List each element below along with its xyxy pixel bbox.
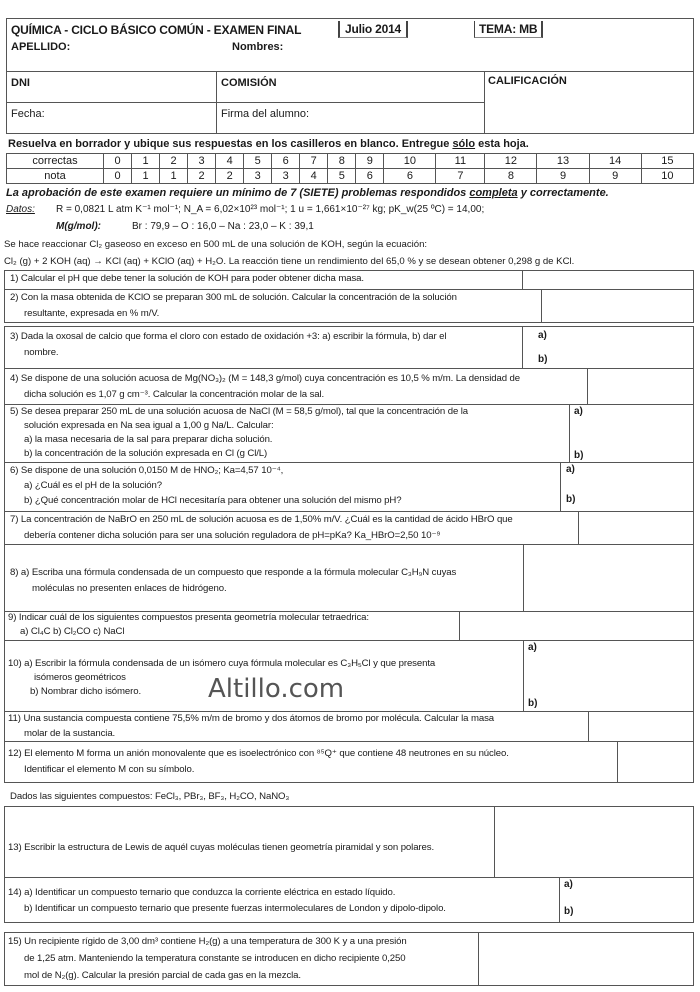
datos-label: Datos:: [6, 204, 35, 215]
q-text: Una sustancia compuesta contiene 75,5% m/m de bromo y dos átomos de bromo por molécula. Calcular la masa: [23, 713, 495, 724]
grade-cell: 5: [244, 154, 272, 169]
q-text: a) Identificar un compuesto ternario que conduzca la corriente eléctrica en estado líquido.: [24, 887, 396, 898]
header-col-2: [484, 71, 485, 134]
q-text: b) ¿Qué concentración molar de HCl necesitaría para obtener una solución del mismo pH?: [24, 495, 402, 506]
grade-cell: 15: [641, 154, 693, 169]
datos-constants: R = 0,0821 L atm K⁻¹ mol⁻¹; N_A = 6,02×10²³ mol⁻¹; 1 u = 1,661×10⁻²⁷ kg; pK_w(25 ºC) = 14,00;: [56, 204, 485, 215]
grade-row-label: correctas: [7, 154, 104, 169]
grade-cell: 1: [132, 154, 160, 169]
grade-cell: 1: [132, 169, 160, 184]
grade-cell: 12: [485, 154, 537, 169]
approval-tail: y correctamente.: [517, 187, 609, 199]
question-9: [8, 611, 369, 639]
q-text: El elemento M forma un anión monovalente que es isoelectrónico con ⁸⁵Q⁺ que contiene 48 neutrones en su núcleo.: [24, 748, 509, 759]
q-text: Dada la oxosal de calcio que forma el cloro con estado de oxidación +3: a) escribir la fórmula, b) dar el: [20, 331, 447, 342]
grade-cell: 6: [272, 154, 300, 169]
header-col-1: [216, 71, 217, 134]
q2-divider: [541, 289, 542, 323]
q3-divider: [522, 326, 523, 369]
grade-cell: 9: [589, 169, 641, 184]
grade-cell: 7: [436, 169, 485, 184]
fecha-label: Fecha:: [11, 108, 45, 120]
q12-divider: [617, 741, 618, 783]
question-15: [8, 933, 407, 984]
q-text: Escribir la estructura de Lewis de aquél cuyas moléculas tienen geometría piramidal y son polares.: [24, 842, 435, 853]
q-text: b) Identificar un compuesto ternario que presente fuerzas intermoleculares de London y dipolo-dipolo.: [24, 903, 446, 914]
q-number: 3): [10, 331, 19, 342]
answer-b-label: b): [528, 698, 538, 709]
question-2: [10, 290, 457, 322]
q-number: 5): [10, 406, 19, 417]
answer-b-label: b): [538, 354, 548, 365]
tema-badge: TEMA: MB: [474, 21, 543, 38]
q-text: moléculas no presenten enlaces de hidrógeno.: [32, 583, 227, 594]
q-text: nombre.: [24, 347, 59, 358]
q-number: 14): [8, 887, 22, 898]
q-text: b) Nombrar dicho isómero.: [30, 686, 142, 697]
q-text: mol de N₂(g). Calcular la presión parcial de cada gas en la mezcla.: [24, 970, 301, 981]
grade-cell: 11: [436, 154, 485, 169]
q-text: a) ¿Cuál es el pH de la solución?: [24, 480, 163, 491]
compounds-line: Dados las siguientes compuestos: FeCl₃, PBr₃, BF₃, H₂CO, NaNO₃: [10, 791, 290, 802]
grade-cell: 6: [384, 169, 436, 184]
answer-a-label: a): [528, 642, 537, 653]
grade-cell: 0: [104, 169, 132, 184]
q-text: Se dispone de una solución 0,0150 M de HNO₂; Ka=4,57 10⁻⁴,: [20, 465, 284, 476]
grade-cell: 2: [216, 169, 244, 184]
q-text: Se dispone de una solución acuosa de Mg(NO₃)₂ (M = 148,3 g/mol) cuya concentración es 10,5 % m/m. La densidad de: [20, 373, 520, 384]
comision-label: COMISIÓN: [221, 77, 277, 89]
grade-cell: 2: [188, 169, 216, 184]
question-4: [10, 371, 520, 403]
q-text: Un recipiente rígido de 3,00 dm³ contiene H₂(g) a una temperatura de 300 K y a una presión: [24, 936, 407, 947]
grade-cell: 1: [160, 169, 188, 184]
instructions-text: Resuelva en borrador y ubique sus respuestas en los casilleros en blanco. Entregue: [8, 138, 453, 150]
intro-line-2: Cl₂ (g) + 2 KOH (aq) → KCl (aq) + KClO (aq) + H₂O. La reacción tiene un rendimiento del 65,0 % y se desean obtener 0,298 g de KCl.: [4, 256, 575, 267]
q-text: b) la concentración de la solución expresada en Cl (g Cl/L): [24, 448, 268, 459]
answer-b-label: b): [574, 450, 584, 461]
q13-divider: [494, 806, 495, 878]
q-text: resultante, expresada en % m/V.: [24, 308, 160, 319]
q-number: 10): [8, 658, 22, 669]
answer-field-7[interactable]: [580, 512, 693, 544]
approval-text: La aprobación de este examen requiere un mínimo de 7 (SIETE) problemas respondidos: [6, 187, 470, 199]
grade-cell: 13: [537, 154, 589, 169]
instructions: [8, 138, 529, 150]
answer-field-6[interactable]: [562, 463, 693, 511]
molar-mass-label: M(g/mol):: [56, 221, 101, 232]
answer-field-3[interactable]: [524, 327, 692, 368]
q-number: 9): [8, 612, 17, 623]
grade-cell: 7: [300, 154, 328, 169]
header-divider-2: [6, 102, 484, 103]
grade-table: [6, 153, 694, 184]
q-text: molar de la sustancia.: [24, 728, 116, 739]
question-11: [8, 711, 494, 741]
q1-divider: [522, 270, 523, 290]
q-number: 7): [10, 514, 19, 525]
answer-field-15[interactable]: [480, 933, 693, 985]
q9-divider: [459, 611, 460, 641]
q-number: 1): [10, 273, 19, 284]
q-text: La concentración de NaBrO en 250 mL de solución acuosa es de 1,50% m/V. ¿Cuál es la cantidad de ácido HBrO que: [20, 514, 513, 525]
grade-cell: 3: [272, 169, 300, 184]
question-5: [10, 405, 468, 461]
grade-cell: 10: [384, 154, 436, 169]
grade-cell: 5: [328, 169, 356, 184]
instructions-emph: sólo: [452, 138, 476, 150]
grade-cell: 3: [188, 154, 216, 169]
header-divider: [6, 71, 694, 72]
grade-row-nota: [7, 169, 694, 184]
q-number: 2): [10, 292, 19, 303]
grade-cell: 3: [244, 169, 272, 184]
date-badge: Julio 2014: [338, 21, 408, 38]
grade-cell: 6: [356, 169, 384, 184]
q14-divider: [559, 877, 560, 923]
watermark-logo: Altillo.com: [208, 674, 345, 704]
question-13: [8, 840, 434, 856]
answer-a-label: a): [574, 406, 583, 417]
nombres-label: Nombres:: [232, 41, 284, 53]
q-text: isómeros geométricos: [34, 672, 126, 683]
q6-divider: [560, 462, 561, 512]
q7-divider: [578, 511, 579, 545]
question-8: [10, 565, 456, 597]
q-text: de 1,25 atm. Manteniendo la temperatura constante se introducen en dicho recipiente 0,250: [24, 953, 406, 964]
answer-field-4[interactable]: [589, 369, 693, 404]
answer-field-5[interactable]: [571, 405, 693, 462]
approval-emph: completa: [469, 187, 518, 199]
q-number: 15): [8, 936, 22, 947]
answer-field-2[interactable]: [543, 290, 693, 322]
firma-label: Firma del alumno:: [221, 108, 310, 120]
answer-field-12[interactable]: [619, 742, 693, 782]
grade-row-correctas: [7, 154, 694, 169]
grade-cell: 4: [216, 154, 244, 169]
q-number: 11): [8, 713, 21, 724]
q-text: a) Escribir la fórmula condensada de un isómero cuya fórmula molecular es C₃H₅Cl y que presenta: [24, 658, 436, 669]
q4-divider: [587, 368, 588, 405]
grade-cell: 14: [589, 154, 641, 169]
intro-line-1: Se hace reaccionar Cl₂ gaseoso en exceso en 500 mL de una solución de KOH, según la ecuación:: [4, 239, 428, 250]
answer-b-label: b): [564, 906, 574, 917]
q10-divider: [523, 640, 524, 712]
answer-field-8[interactable]: [525, 545, 693, 611]
q-number: 6): [10, 465, 19, 476]
answer-a-label: a): [566, 464, 575, 475]
answer-field-11[interactable]: [590, 712, 693, 741]
q11-divider: [588, 711, 589, 742]
question-7: [10, 512, 513, 544]
answer-b-label: b): [566, 494, 576, 505]
q8-divider: [523, 544, 524, 612]
instructions-tail: esta hoja.: [475, 138, 529, 150]
q-number: 8): [10, 567, 19, 578]
answer-field-14[interactable]: [561, 878, 693, 922]
q-text: dicha solución es 1,07 g cm⁻³. Calcular la concentración molar de la sal.: [24, 389, 325, 400]
q-text: debería contener dicha solución para ser una solución reguladora de pH=pKa? Ka_HBrO=2,50 10⁻⁹: [24, 530, 441, 541]
grade-row-label: nota: [7, 169, 104, 184]
q-number: 12): [8, 748, 22, 759]
approval-note: [6, 187, 609, 199]
q-text: Con la masa obtenida de KClO se preparan 300 mL de solución. Calcular la concentración de la solución: [20, 292, 457, 303]
question-14: [8, 885, 446, 917]
q5-divider: [569, 404, 570, 463]
apellido-label: APELLIDO:: [11, 41, 71, 53]
dni-label: DNI: [11, 77, 30, 89]
answer-a-label: a): [538, 330, 547, 341]
q-text: Calcular el pH que debe tener la solución de KOH para poder obtener dicha masa.: [20, 273, 364, 284]
answer-field-9[interactable]: [461, 612, 693, 640]
question-3: [10, 329, 446, 361]
grade-cell: 2: [160, 154, 188, 169]
grade-cell: 10: [641, 169, 693, 184]
question-1: [10, 271, 364, 287]
answer-field-10[interactable]: [525, 641, 693, 711]
q-text: Identificar el elemento M con su símbolo.: [24, 764, 195, 775]
answer-field-13[interactable]: [496, 807, 693, 877]
q-text: solución expresada en Na sea igual a 1,00 g Na/L. Calcular:: [24, 420, 274, 431]
molar-mass-values: Br : 79,9 – O : 16,0 – Na : 23,0 – K : 39,1: [132, 221, 314, 232]
answer-a-label: a): [564, 879, 573, 890]
grade-cell: 9: [356, 154, 384, 169]
answer-field-1[interactable]: [524, 271, 692, 289]
grade-cell: 9: [537, 169, 589, 184]
q-number: 4): [10, 373, 19, 384]
q-text: Se desea preparar 250 mL de una solución acuosa de NaCl (M = 58,5 g/mol), tal que la concentración de la: [20, 406, 469, 417]
q15-divider: [478, 932, 479, 986]
calificacion-label: CALIFICACIÓN: [488, 75, 567, 87]
grade-cell: 8: [328, 154, 356, 169]
grade-cell: 4: [300, 169, 328, 184]
question-6: [10, 463, 401, 508]
grade-cell: 0: [104, 154, 132, 169]
grade-cell: 8: [485, 169, 537, 184]
q-text: Indicar cuál de los siguientes compuestos presenta geometría molecular tetraedrica:: [18, 612, 369, 623]
q-text: a) Cl₄C b) Cl₂CO c) NaCl: [20, 626, 125, 637]
question-12: [8, 746, 509, 778]
q-text: a) Escriba una fórmula condensada de un compuesto que responde a la fórmula molecular C₃H₉N cuyas: [20, 567, 457, 578]
exam-title: QUÍMICA - CICLO BÁSICO COMÚN - EXAMEN FINAL: [11, 23, 302, 37]
q-number: 13): [8, 842, 22, 853]
q-text: a) la masa necesaria de la sal para preparar dicha solución.: [24, 434, 273, 445]
